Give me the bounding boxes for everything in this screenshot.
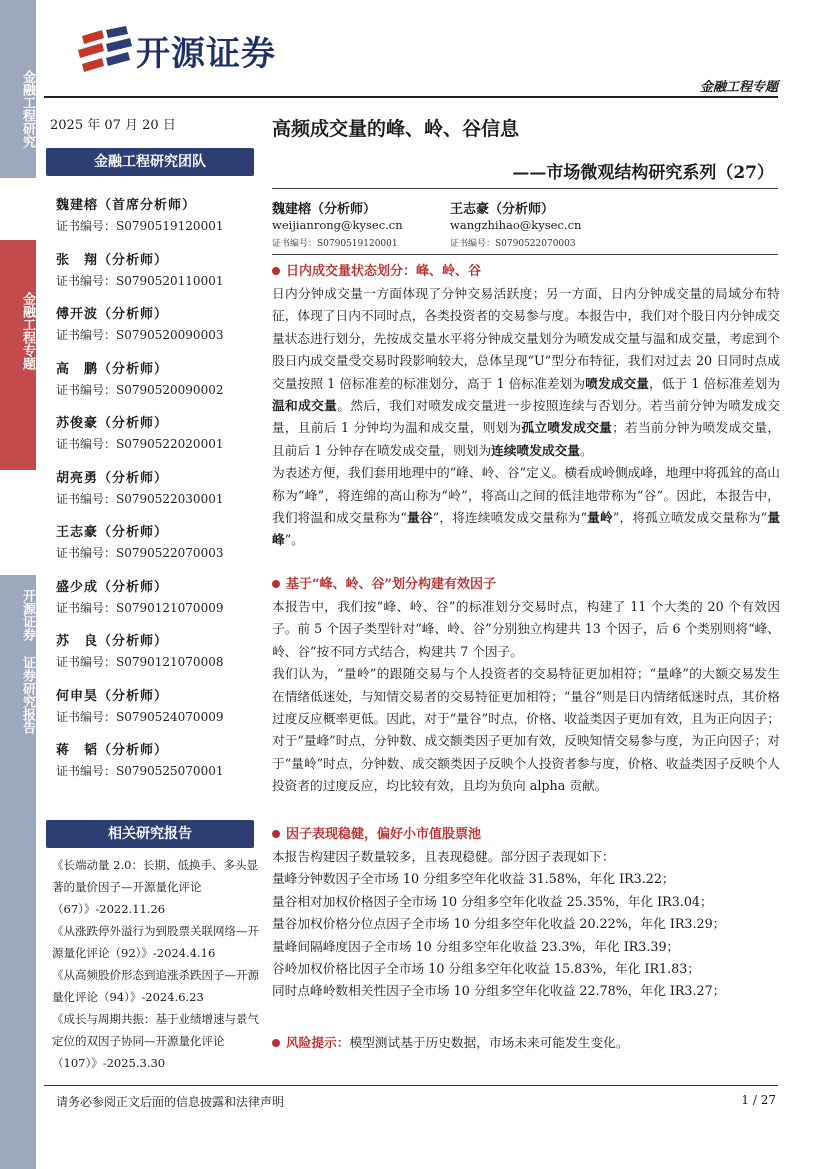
text-run: ”，将连续喷发成交量称为“ bbox=[432, 510, 588, 526]
section-3 bbox=[272, 824, 780, 1003]
factor-line: 本报告构建因子数量较多，且表现稳健。部分因子表现如下： bbox=[272, 849, 615, 864]
author-cert: 证书编号：S0790519120001 bbox=[272, 239, 398, 249]
author-name: 魏建榕（分析师） bbox=[272, 202, 377, 217]
analyst-name: 何申昊（分析师） bbox=[56, 688, 169, 704]
term-valley: 量谷 bbox=[406, 510, 433, 526]
brand-name: 开源证券 bbox=[136, 34, 276, 74]
analyst-cert: 证书编号：S0790121070008 bbox=[56, 655, 224, 669]
analyst-cert: 证书编号：S0790519120001 bbox=[56, 219, 224, 233]
analyst-name: 魏建榕（首席分析师） bbox=[56, 198, 197, 213]
analyst-name: 蒋 韬（分析师） bbox=[56, 743, 169, 758]
analyst-item bbox=[56, 741, 256, 796]
term-mild-volume: 温和成交量 bbox=[272, 398, 338, 414]
header-tag: 金融工程专题 bbox=[699, 80, 778, 95]
author-item bbox=[450, 198, 630, 250]
text-run: 。 bbox=[579, 442, 593, 458]
analyst-cert: 证书编号：S0790522030001 bbox=[56, 491, 224, 506]
analyst-cert: 证书编号：S0790525070001 bbox=[56, 764, 224, 778]
analyst-name: 盛少成（分析师） bbox=[56, 579, 169, 595]
analyst-cert: 证书编号：S0790520090003 bbox=[56, 328, 224, 342]
sidebar-band-middle bbox=[0, 240, 36, 470]
related-list bbox=[52, 854, 262, 1074]
analyst-item bbox=[56, 523, 256, 578]
section-2 bbox=[272, 574, 780, 798]
sidebar-label-top: 金融工程研究 bbox=[20, 70, 35, 148]
term-continuous-eruption: 连续喷发成交量 bbox=[491, 442, 580, 458]
author-item bbox=[272, 198, 452, 250]
bullet-icon bbox=[272, 580, 280, 588]
analyst-name: 傅开波（分析师） bbox=[56, 307, 169, 322]
term-eruption-volume: 喷发成交量 bbox=[585, 375, 649, 391]
analyst-cert: 证书编号：S0790520090002 bbox=[56, 382, 224, 397]
term-peak: 量峰 bbox=[272, 510, 781, 548]
section-2-title: 基于“峰、岭、谷”划分构建有效因子 bbox=[286, 577, 496, 592]
sidebar-label-bottom: 开源证券 证券研究报告 bbox=[20, 589, 35, 734]
analyst-name: 苏 良（分析师） bbox=[56, 634, 169, 649]
bullet-icon bbox=[272, 1039, 280, 1047]
analyst-cert: 证书编号：S0790524070009 bbox=[56, 709, 224, 724]
analyst-item bbox=[56, 360, 256, 415]
section-1 bbox=[272, 261, 780, 552]
analyst-item bbox=[56, 632, 256, 687]
risk-label: 风险提示： bbox=[286, 1035, 350, 1050]
author-cert: 证书编号：S0790522070003 bbox=[450, 239, 576, 249]
analyst-item bbox=[56, 469, 256, 524]
sidebar-band-bottom bbox=[0, 575, 36, 1169]
analyst-item bbox=[56, 251, 256, 306]
section-2-paragraph-2: 我们认为，“量岭”的跟随交易与个人投资者的交易特征更加相符；“量峰”的大额交易发生在情绪低迷处，与知情交易者的交易特征更加相符；“量谷”则是日内情绪低迷时点，其价格过度反应概率更低。因此，对于“量谷”时点，价格、收益类因子更加有效，且为正向因子；对于“量峰”时点，分钟数、成交额类因子更加有效，反映知情交易参与度，为正向因子；对于“量岭”时点，分钟数、成交额类因子反映个人投资者参与度，价格、收益类因子反映个人投资者的过度反应，均比较有效，且均为负向 alpha 贡献。 bbox=[272, 666, 780, 794]
author-email[interactable]: weijianrong@kysec.cn bbox=[272, 218, 403, 232]
section-3-heading bbox=[272, 824, 780, 846]
text-run: 。然后，我们对喷发成交量进一步按照连续与否划分。若当前分钟为喷发成交量，且前后 1 分钟均为温和成交量，则划为 bbox=[272, 398, 781, 436]
analyst-cert: 证书编号：S0790522020001 bbox=[56, 437, 224, 451]
analyst-item bbox=[56, 196, 256, 251]
header-divider bbox=[44, 96, 778, 98]
section-2-paragraph-1: 本报告中，我们按“峰、岭、谷”的标准划分交易时点，构建了 11 个大类的 20 个有效因子。前 5 个因子类型针对“峰、岭、谷”分别独立构建共 13 个因子，后 6 个类别则将“峰、岭、谷”按不同方式结合，构建共 7 个因子。 bbox=[272, 599, 780, 659]
factor-line: 量谷加权价格分位点因子全市场 10 分组多空年化收益 20.22%，年化 IR3.29； bbox=[272, 916, 726, 932]
analyst-name: 高 鹏（分析师） bbox=[56, 361, 169, 377]
factor-line: 量峰分钟数因子全市场 10 分组多空年化收益 31.58%，年化 IR3.22； bbox=[272, 871, 675, 887]
author-name: 王志豪（分析师） bbox=[450, 202, 555, 217]
analyst-cert: 证书编号：S0790520110001 bbox=[56, 273, 224, 288]
related-item[interactable]: 《从涨跌停外溢行为到股票关联网络—开源量化评论（92）》-2024.4.16 bbox=[52, 924, 259, 960]
report-date: 2025 年 07 月 20 日 bbox=[50, 118, 176, 133]
author-divider bbox=[272, 254, 778, 255]
text-run: ”。 bbox=[284, 532, 304, 548]
related-heading: 相关研究报告 bbox=[46, 820, 254, 848]
team-heading: 金融工程研究团队 bbox=[46, 148, 254, 176]
risk-warning bbox=[272, 1032, 780, 1054]
footer-disclaimer[interactable]: 请务必参阅正文后面的信息披露和法律声明 bbox=[56, 1095, 285, 1109]
analyst-cert: 证书编号：S0790121070009 bbox=[56, 600, 224, 615]
sidebar-label-middle: 金融工程专题 bbox=[20, 292, 35, 370]
analyst-name: 王志豪（分析师） bbox=[56, 525, 169, 540]
analyst-item bbox=[56, 305, 256, 360]
factor-line: 同时点峰岭数相关性因子全市场 10 分组多空年化收益 22.78%，年化 IR3.27； bbox=[272, 983, 726, 999]
section-1-heading bbox=[272, 261, 780, 283]
text-run: 日内分钟成交量一方面体现了分钟交易活跃度；另一方面，日内分钟成交量的局域分布特征，体现了日内不同时点，各类投资者的交易参与度。本报告中，我们对个股日内分钟成交量状态进行划分，先按成交量水平将分钟成交量划分为喷发成交量与温和成交量，考虑到个股日内成交量受交易时段影响较大，总体呈现“U”型分布特征，我们对过去 20 日同时点成交量按照 1 倍标准差的标准划分，高于 1 倍标准差划为 bbox=[272, 286, 780, 391]
related-item[interactable]: 《成长与周期共振：基于业绩增速与景气定位的双因子协同—开源量化评论（107）》-2025.3.30 bbox=[52, 1012, 259, 1070]
page-number: 1 / 27 bbox=[741, 1093, 776, 1107]
section-3-title: 因子表现稳健，偏好小市值股票池 bbox=[286, 827, 482, 842]
text-run: ”，将孤立喷发成交量称为“ bbox=[612, 510, 768, 526]
analyst-item bbox=[56, 687, 256, 742]
factor-line: 谷岭加权价格比因子全市场 10 分组多空年化收益 15.83%，年化 IR1.83； bbox=[272, 961, 700, 977]
section-1-title: 日内成交量状态划分：峰、岭、谷 bbox=[286, 264, 482, 279]
risk-text: 模型测试基于历史数据，市场未来可能发生变化。 bbox=[349, 1035, 629, 1050]
report-title: 高频成交量的峰、岭、谷信息 bbox=[272, 118, 520, 140]
sidebar-band-top bbox=[0, 0, 36, 178]
analyst-cert: 证书编号：S0790522070003 bbox=[56, 546, 224, 560]
analyst-name: 胡亮勇（分析师） bbox=[56, 470, 169, 486]
section-1-paragraph-1 bbox=[272, 283, 780, 462]
analyst-item bbox=[56, 414, 256, 469]
section-2-heading bbox=[272, 574, 780, 596]
text-run: 为表述方便，我们套用地理中的“峰、岭、谷”定义。横看成岭侧成峰，地理中将孤耸的高山称为“峰”，将连绵的高山称为“岭”，将高山之间的低洼地带称为“谷”。因此，本报告中，我们将温和成交量称为“ bbox=[272, 465, 780, 526]
text-run: ，低于 1 倍标准差划为 bbox=[649, 375, 781, 391]
analyst-list bbox=[56, 196, 256, 796]
analyst-item bbox=[56, 578, 256, 633]
related-item[interactable]: 《长端动量 2.0：长期、低换手、多头显著的量价因子—开源量化评论（67）》-2022.11.26 bbox=[52, 858, 258, 916]
term-ridge: 量岭 bbox=[587, 510, 613, 526]
footer-divider bbox=[44, 1085, 778, 1086]
analyst-name: 张 翔（分析师） bbox=[56, 252, 169, 268]
term-isolated-eruption: 孤立喷发成交量 bbox=[521, 420, 613, 436]
bullet-icon bbox=[272, 830, 280, 838]
author-email[interactable]: wangzhihao@kysec.cn bbox=[450, 218, 582, 232]
related-item[interactable]: 《从高频股价形态到追涨杀跌因子—开源量化评论（94）》-2024.6.23 bbox=[52, 968, 259, 1004]
bullet-icon bbox=[272, 267, 280, 275]
factor-line: 量峰间隔峰度因子全市场 10 分组多空年化收益 23.3%，年化 IR3.39； bbox=[272, 938, 680, 954]
report-subtitle: ——市场微观结构研究系列（27） bbox=[512, 163, 774, 183]
title-divider bbox=[272, 188, 778, 189]
factor-line: 量谷相对加权价格因子全市场 10 分组多空年化收益 25.35%，年化 IR3.04； bbox=[272, 893, 713, 909]
section-1-paragraph-2 bbox=[272, 462, 780, 552]
text-run: ；若当前分钟为喷发成交量，且前后 1 分钟存在喷发成交量，则划为 bbox=[272, 420, 781, 458]
analyst-name: 苏俊豪（分析师） bbox=[56, 416, 169, 431]
